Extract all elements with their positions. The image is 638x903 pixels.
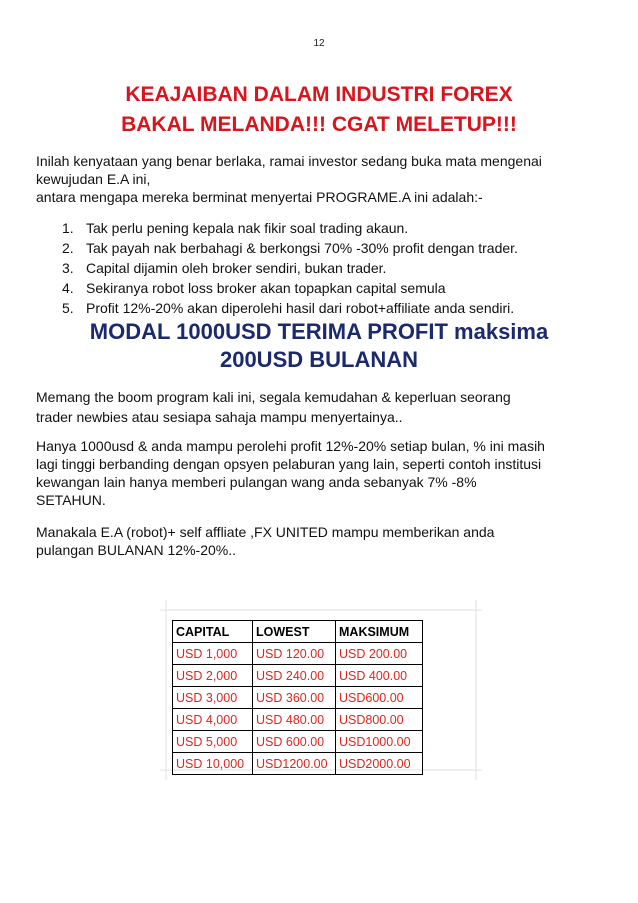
intro-paragraph — [36, 152, 606, 206]
table-row — [173, 731, 423, 753]
table-row — [173, 753, 423, 775]
list-text: Tak payah nak berbahagi & berkongsi 70% -30% profit dengan trader. — [86, 240, 518, 256]
list-item — [62, 218, 518, 238]
subheading-line-1: MODAL 1000USD TERIMA PROFIT maksima — [89, 319, 549, 344]
table-cell: USD 240.00 — [253, 665, 336, 687]
subheading — [20, 318, 618, 374]
table-cell: USD 2,000 — [173, 665, 253, 687]
list-number: 2. — [62, 240, 74, 256]
paragraph-3-line-2: pulangan BULANAN 12%-20%.. — [36, 542, 237, 558]
intro-line-2: kewujudan E.A ini, — [36, 171, 151, 187]
list-text: Sekiranya robot loss broker akan topapkan capital semula — [86, 280, 446, 296]
list-text: Tak perlu pening kepala nak fikir soal trading akaun. — [86, 220, 409, 236]
paragraph-1-line-1: Memang the boom program kali ini, segala kemudahan & keperluan seorang — [36, 389, 511, 405]
list-item — [62, 238, 518, 258]
list-number: 1. — [62, 220, 74, 236]
table-cell: USD2000.00 — [336, 753, 423, 775]
table-cell: USD1000.00 — [336, 731, 423, 753]
intro-line-1: Inilah kenyataan yang benar berlaka, ramai investor sedang buka mata mengenai — [36, 153, 542, 169]
paragraph-2 — [36, 437, 606, 509]
table-cell: USD 480.00 — [253, 709, 336, 731]
column-header-lowest: LOWEST — [253, 621, 336, 643]
table-cell: USD 1,000 — [173, 643, 253, 665]
list-number: 5. — [62, 300, 74, 316]
list-text: Profit 12%-20% akan diperolehi hasil dari robot+affiliate anda sendiri. — [86, 300, 515, 316]
column-header-maksimum: MAKSIMUM — [336, 621, 423, 643]
table-cell: USD600.00 — [336, 687, 423, 709]
table-cell: USD800.00 — [336, 709, 423, 731]
table-cell: USD 3,000 — [173, 687, 253, 709]
list-item — [62, 298, 518, 318]
table-cell: USD 5,000 — [173, 731, 253, 753]
subheading-line-2: 200USD BULANAN — [219, 347, 419, 372]
table-cell: USD1200.00 — [253, 753, 336, 775]
list-item — [62, 258, 518, 278]
table-cell: USD 10,000 — [173, 753, 253, 775]
profit-table-image — [160, 600, 482, 780]
paragraph-2-line-1: Hanya 1000usd & anda mampu perolehi profit 12%-20% setiap bulan, % ini masih — [36, 438, 545, 454]
paragraph-2-line-4: SETAHUN. — [36, 492, 106, 508]
main-heading — [40, 80, 598, 140]
page-number: 12 — [313, 38, 325, 49]
paragraph-3-line-1: Manakala E.A (robot)+ self affliate ,FX UNITED mampu memberikan anda — [36, 524, 495, 540]
intro-line-3: antara mengapa mereka berminat menyertai PROGRAME.A ini adalah:- — [36, 189, 483, 205]
table-row — [173, 665, 423, 687]
table-cell: USD 360.00 — [253, 687, 336, 709]
paragraph-2-line-2: lagi tinggi berbanding dengan opsyen pelaburan yang lain, seperti contoh institusi — [36, 456, 542, 472]
table-row — [173, 643, 423, 665]
column-header-capital: CAPITAL — [173, 621, 253, 643]
table-header-row — [173, 621, 423, 643]
main-heading-line-2: BAKAL MELANDA!!! CGAT MELETUP!!! — [121, 113, 517, 136]
table-cell: USD 600.00 — [253, 731, 336, 753]
main-heading-line-1: KEAJAIBAN DALAM INDUSTRI FOREX — [125, 83, 513, 106]
reasons-list — [62, 218, 518, 318]
table-row — [173, 709, 423, 731]
table-row — [173, 687, 423, 709]
paragraph-1-line-2: trader newbies atau sesiapa sahaja mampu menyertainya.. — [36, 409, 403, 425]
table-cell: USD 120.00 — [253, 643, 336, 665]
table-cell: USD 400.00 — [336, 665, 423, 687]
paragraph-3 — [36, 523, 606, 559]
table-cell: USD 4,000 — [173, 709, 253, 731]
list-number: 4. — [62, 280, 74, 296]
list-text: Capital dijamin oleh broker sendiri, bukan trader. — [86, 260, 387, 276]
paragraph-1 — [36, 388, 606, 426]
list-item — [62, 278, 518, 298]
paragraph-2-line-3: kewangan lain hanya memberi pulangan wang anda sebanyak 7% -8% — [36, 474, 477, 490]
list-number: 3. — [62, 260, 74, 276]
profit-table — [172, 620, 423, 775]
table-cell: USD 200.00 — [336, 643, 423, 665]
